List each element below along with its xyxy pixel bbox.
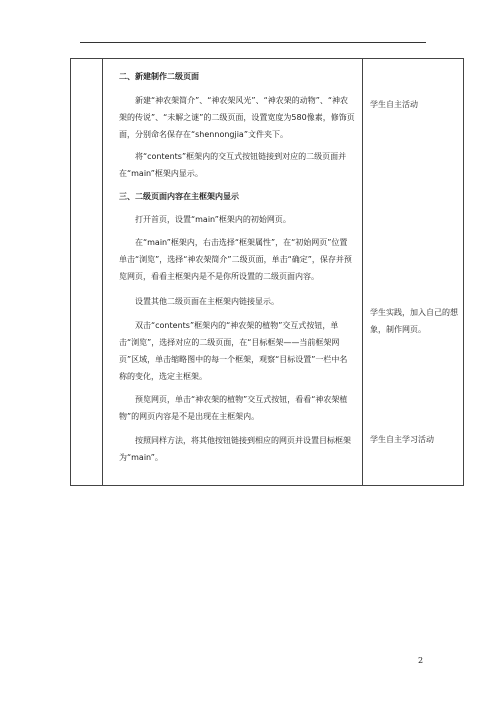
section-heading-main-frame: 三、二级页面内容在主框架内显示 — [119, 192, 239, 201]
side-note-practice: 学生实践，加入自己的想象，制作网页。 — [370, 308, 458, 334]
page-number: 2 — [418, 656, 424, 665]
section-heading-create-subpages: 二、新建制作二级页面 — [119, 72, 199, 81]
side-note-self-study: 学生自主学习活动 — [370, 435, 434, 444]
paragraph-same-method: 按照同样方法，将其他按钮链接到相应的网页并设置目标框架为“main”。 — [119, 436, 351, 462]
paragraph-link-contents: 将“contents”框架内的交互式按钮链接到对应的二级页面并在“main”框架内显示。 — [119, 152, 347, 178]
paragraph-open-homepage: 打开首页，设置“main”框架内的初始网页。 — [135, 215, 291, 224]
paragraph-other-subpages: 设置其他二级页面在主框架内链接显示。 — [135, 297, 279, 306]
column-divider-left — [102, 59, 103, 485]
lesson-table — [70, 58, 464, 486]
paragraph-plants-button: 双击“contents”框架内的“神农架的植物”交互式按钮，单击“浏览”，选择对应的二级页面，在“目标框架——当前框架网页”区域，单击缩略图中的每一个框架，观察“目标设置”一栏中名称的变化，选定主框架。 — [119, 321, 348, 381]
paragraph-new-subpages: 新建“神农架简介”、“神农架风光”、“神农架的动物”、“神农架的传说”、“未解之谜”的二级页面，设置宽度为580像素，修饰页面，分别命名保存在“shennongjia”文件夹下。 — [119, 96, 355, 139]
paragraph-preview: 预览网页，单击“神农架的植物”交互式按钮，看看“神农架植物”的网页内容是不是出现在主框架内。 — [119, 395, 348, 421]
paragraph-frame-properties: 在“main”框架内，右击选择“框架属性”，在“初始网页”位置单击“浏览”，选择“神农架简介”二级页面，单击“确定”，保存并预览网页，看看主框架内是不是你所设置的二级页面内容。 — [119, 238, 352, 281]
side-note-autonomous: 学生自主活动 — [370, 100, 418, 109]
header-rule — [80, 42, 426, 43]
column-divider-right — [362, 59, 363, 485]
